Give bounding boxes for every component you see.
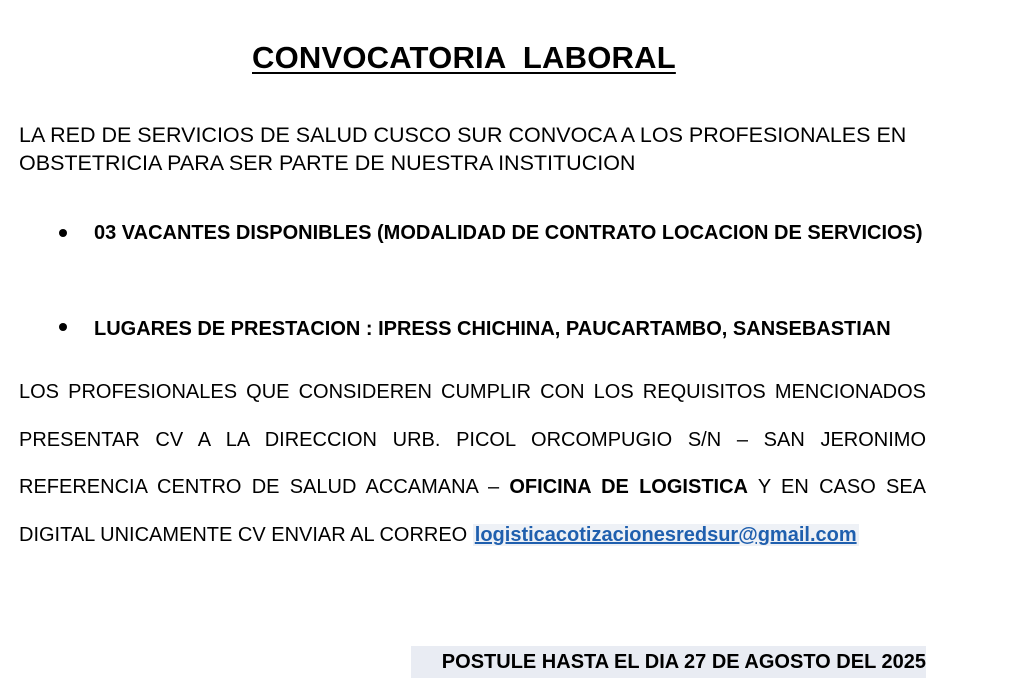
instructions-text-continued: Y EN CASO SEA DIGITAL UNICAMENTE CV ENVIAR AL CORREO <box>19 476 927 546</box>
office-name: OFICINA DE LOGISTICA <box>509 476 748 498</box>
application-instructions <box>19 369 926 559</box>
page-title: CONVOCATORIA LABORAL <box>252 40 676 75</box>
instructions-text: LOS PROFESIONALES QUE CONSIDEREN CUMPLIR CON LOS REQUISITOS MENCIONADOS PRESENTAR CV A LA DIRECCION URB. PICOL ORCOMPUGIO S/N – SAN JERONIMO REFERENCIA CENTRO DE SALUD ACCAMANA – <box>19 381 926 498</box>
intro-text: LA RED DE SERVICIOS DE SALUD CUSCO SUR CONVOCA A LOS PROFESIONALES EN OBSTETRICIA PARA SER PARTE DE NUESTRA INSTITUCION <box>19 123 907 175</box>
bullet-vacancies: 03 VACANTES DISPONIBLES (MODALIDAD DE CONTRATO LOCACION DE SERVICIOS) <box>94 222 923 244</box>
bullet-locations: LUGARES DE PRESTACION : IPRESS CHICHINA, PAUCARTAMBO, SANSEBASTIAN <box>94 318 891 340</box>
bullet-dot-icon <box>59 323 67 331</box>
email-link[interactable]: logisticacotizacionesredsur@gmail.com <box>474 523 857 546</box>
bullet-dot-icon <box>59 229 67 237</box>
deadline-banner: POSTULE HASTA EL DIA 27 DE AGOSTO DEL 2025 <box>411 646 926 678</box>
